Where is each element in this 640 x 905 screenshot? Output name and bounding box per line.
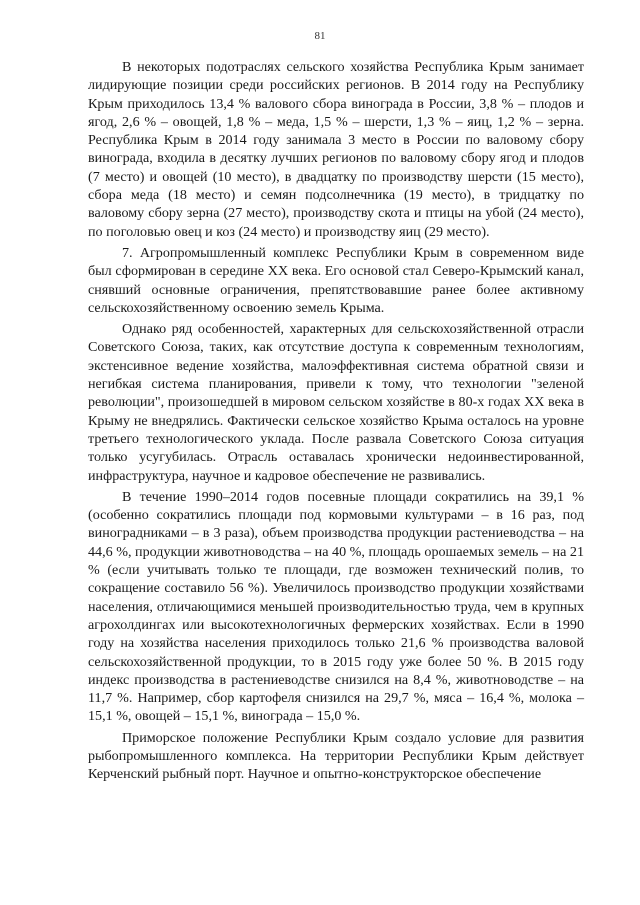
paragraph: Приморское положение Республики Крым создало условие для развития рыбопромышленного комплекса. На территории Республики Крым действует Керченский рыбный порт. Научное и опытно-конструкторское обеспечение: [88, 729, 584, 783]
document-body: [88, 58, 584, 787]
paragraph: Однако ряд особенностей, характерных для сельскохозяйственной отрасли Советского Союза, таких, как отсутствие доступа к современным технологиям, экстенсивное ведение хозяйства, малоэффективная система обратной связи и негибкая система планирования, привели к тому, что технологии "зеленой революции", произошедшей в мировом сельском хозяйстве в 80-х годах XX века в Крыму не внедрялись. Фактически сельское хозяйство Крыма осталось на уровне третьего технологического уклада. После развала Советского Союза ситуация только усугубилась. Отрасль оставалась хронически недоинвестированной, инфраструктура, научное и кадровое обеспечение не развивались.: [88, 321, 584, 484]
page-number: 81: [314, 30, 326, 42]
paragraph: 7. Агропромышленный комплекс Республики Крым в современном виде был сформирован в середине XX века. Его основой стал Северо-Крымский канал, снявший основные ограничения, препятствовавшие ранее более активному сельскохозяйственному освоению земель Крыма.: [88, 244, 584, 316]
paragraph: В некоторых подотраслях сельского хозяйства Республика Крым занимает лидирующие позиции среди российских регионов. В 2014 году на Республику Крым приходилось 13,4 % валового сбора винограда в России, 3,8 % – плодов и ягод, 2,6 % – овощей, 1,8 % – меда, 1,5 % – шерсти, 1,3 % – яиц, 1,2 % – зерна. Республика Крым в 2014 году занимала 3 место в России по валовому сбору винограда, входила в десятку лучших регионов по валовому сбору ягод и плодов (7 место) и овощей (10 место), в двадцатку по производству шерсти (15 место), сбора меда (18 место) и семян подсолнечника (19 место), в тридцатку по валовому сбору зерна (27 место), производству скота и птицы на убой (24 место), по поголовью овец и коз (24 место) и производству яиц (29 место).: [88, 59, 584, 240]
paragraph: В течение 1990–2014 годов посевные площади сократились на 39,1 % (особенно сократились площади под кормовыми культурами – в 16 раз, под виноградниками – в 3 раза), объем производства продукции растениеводства – на 44,6 %, продукции животноводства – на 40 %, площадь орошаемых земель – на 21 % (если учитывать только те площади, где возможен технический полив, то сокращение составило 56 %). Увеличилось производство продукции хозяйствами населения, отличающимися меньшей производительностью труда, чем в крупных агрохолдингах или высокотехнологичных фермерских хозяйствах. Если в 1990 году на хозяйства населения приходилось только 21,6 % производства валовой сельскохозяйственной продукции, то в 2015 году уже более 50 %. В 2015 году индекс производства в растениеводстве снизился на 8,4 %, животноводстве – на 11,7 %. Например, сбор картофеля снизился на 29,7 %, мяса – 16,4 %, молока – 15,1 %, овощей – 15,1 %, винограда – 15,0 %.: [88, 488, 584, 725]
